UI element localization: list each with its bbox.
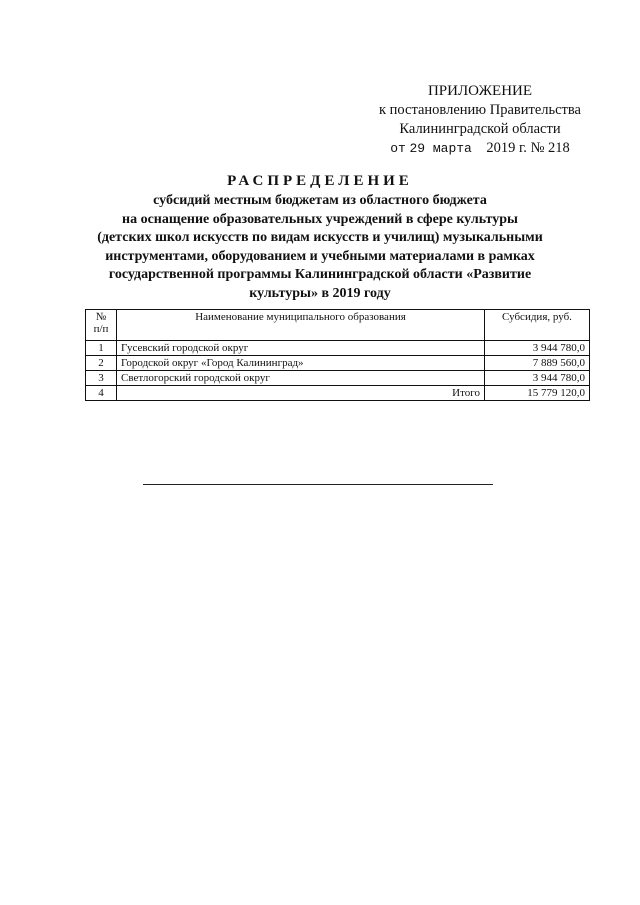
table-row <box>86 356 590 371</box>
heading-line-2: на оснащение образовательных учреждений в сфере культуры <box>122 211 518 227</box>
appendix-date-line <box>360 139 600 158</box>
total-row <box>86 386 590 401</box>
header-amount: Субсидия, руб. <box>485 310 590 341</box>
heading-line-3: (детских школ искусств по видам искусств и училищ) музыкальными <box>97 230 543 245</box>
date-value: 29 марта <box>409 141 472 156</box>
table-row <box>86 341 590 356</box>
table-header-row <box>86 310 590 341</box>
header-num-line-1: № <box>95 311 107 323</box>
appendix-header <box>360 82 600 158</box>
heading-line-1: субсидий местным бюджетам из областного бюджета <box>153 193 487 208</box>
heading-line-6: культуры» в 2019 году <box>249 285 391 301</box>
total-label: Итого <box>117 386 485 401</box>
row-name: Гусевский городской округ <box>117 341 485 356</box>
row-amount: 7 889 560,0 <box>485 356 590 371</box>
total-amount: 15 779 120,0 <box>485 386 590 401</box>
header-name: Наименование муниципального образования <box>117 310 485 341</box>
date-year: 2019 г. <box>486 140 527 156</box>
row-num: 1 <box>86 341 117 356</box>
row-num: 2 <box>86 356 117 371</box>
distribution-table <box>85 309 590 401</box>
heading-main: РАСПРЕДЕЛЕНИЕ <box>227 173 413 189</box>
row-amount: 3 944 780,0 <box>485 371 590 386</box>
heading-line-5: государственной программы Калининградской области «Развитие <box>108 267 532 282</box>
table-row <box>86 371 590 386</box>
appendix-line-2: Калининградской области <box>399 121 561 137</box>
appendix-line-1: к постановлению Правительства <box>379 102 581 118</box>
end-divider <box>143 484 493 485</box>
row-amount: 3 944 780,0 <box>485 341 590 356</box>
resolution-number: № 218 <box>530 140 570 156</box>
header-num <box>86 310 117 341</box>
appendix-title: ПРИЛОЖЕНИЕ <box>427 83 533 99</box>
document-heading <box>60 170 580 303</box>
row-num: 3 <box>86 371 117 386</box>
total-num: 4 <box>86 386 117 401</box>
date-prefix: от <box>390 141 406 156</box>
heading-line-4: инструментами, оборудованием и учебными материалами в рамках <box>105 248 535 264</box>
row-name: Светлогорский городской округ <box>117 371 485 386</box>
header-num-line-2: п/п <box>93 323 109 335</box>
row-name: Городской округ «Город Калининград» <box>117 356 485 371</box>
